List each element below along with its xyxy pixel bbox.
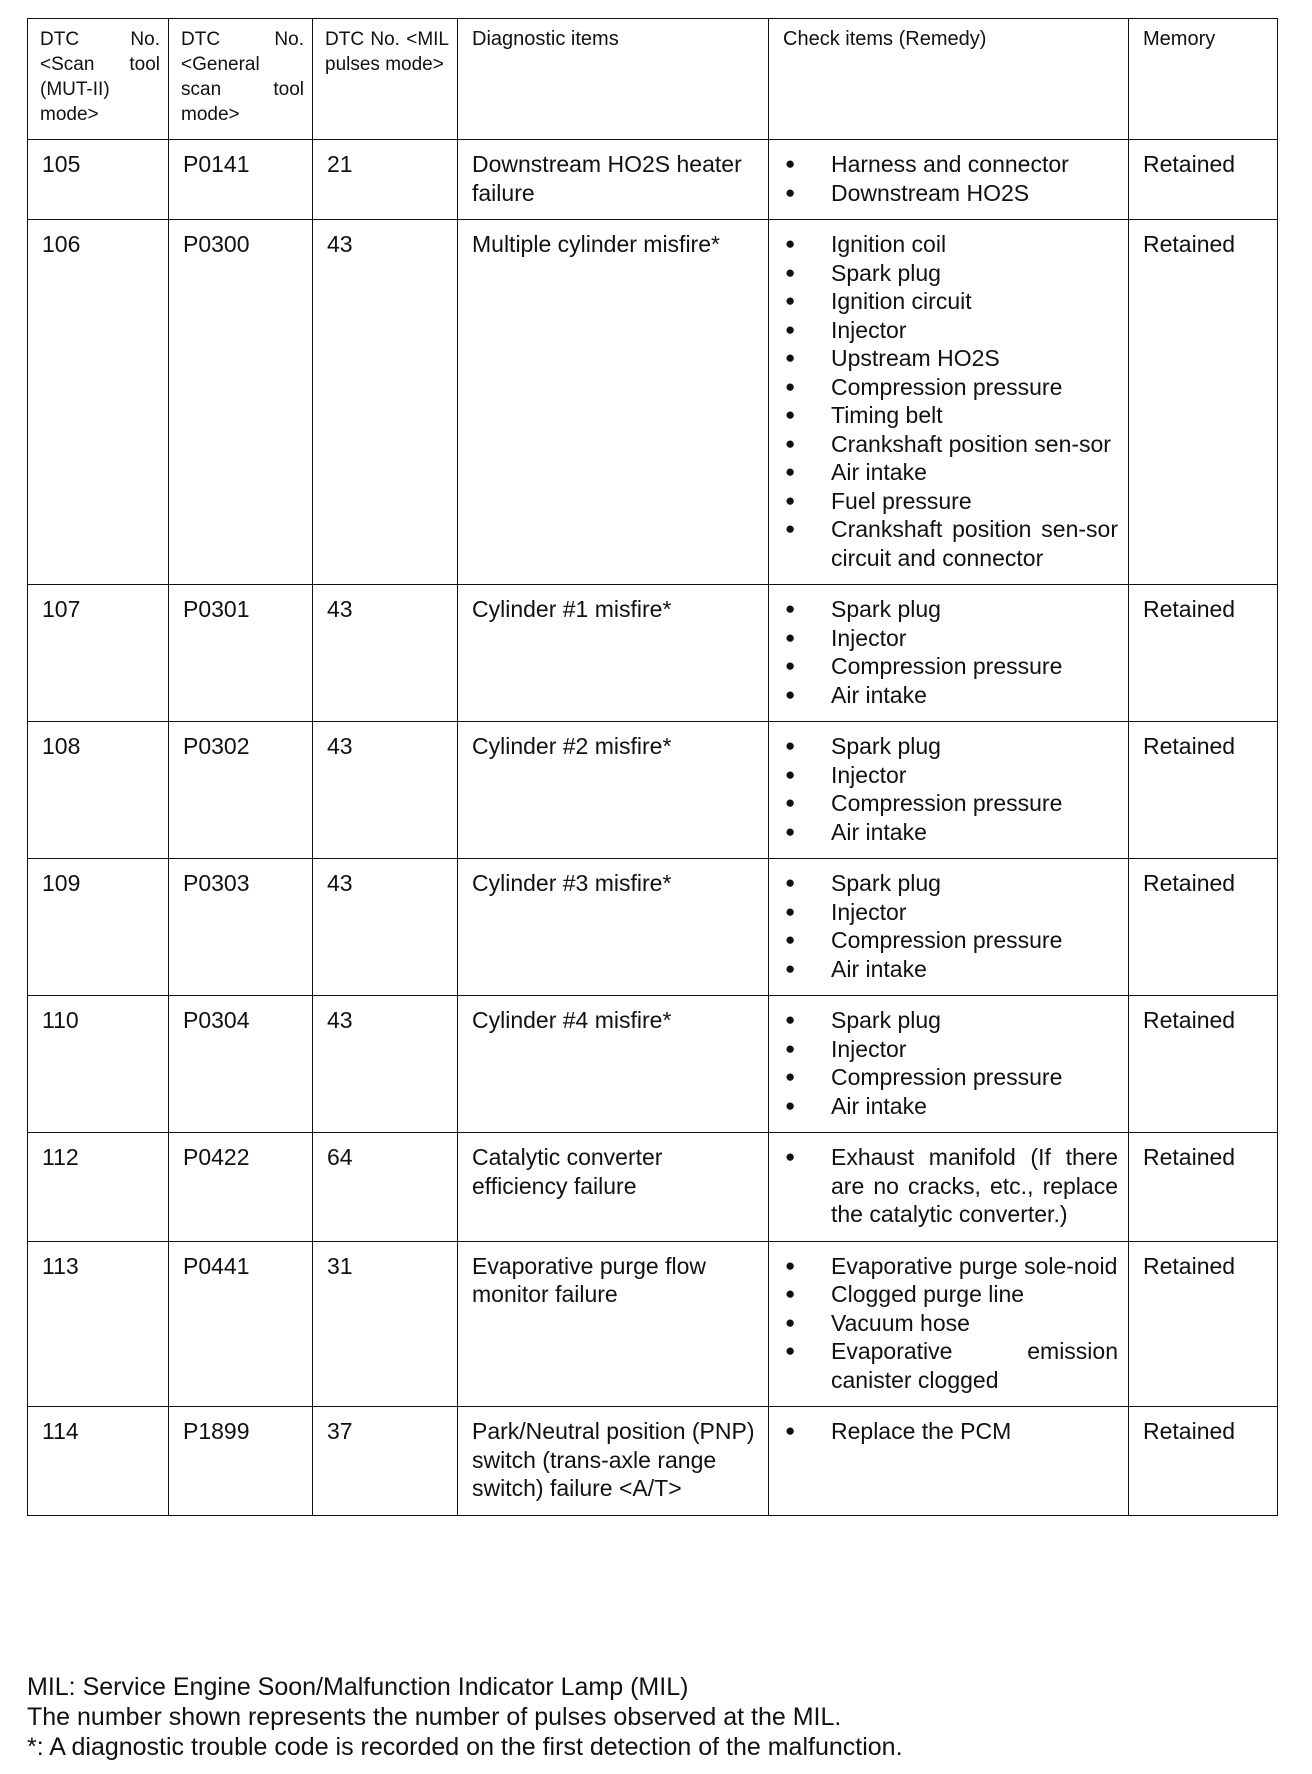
check-item: ● Exhaust manifold (If there are no cracks, etc., replace the catalytic converter.) [781,1143,1118,1229]
check-item: ● Ignition coil [781,230,1118,259]
cell-mil-pulses: 43 [313,722,458,859]
check-item: ● Vacuum hose [781,1309,1118,1338]
check-item: ● Downstream HO2S [781,179,1118,208]
header-mil-pulses-mode: DTC No. <MIL pulses mode> [313,19,458,140]
cell-memory: Retained [1129,585,1278,722]
check-item: ● Crankshaft position sen-sor [781,430,1118,459]
cell-memory: Retained [1129,722,1278,859]
cell-check-items [769,996,1129,1133]
cell-diagnostic-item: Multiple cylinder misfire* [458,220,769,585]
cell-general-scan-code: P1899 [169,1407,313,1516]
footnote-asterisk: *: A diagnostic trouble code is recorded on the first detection of the malfunction. [27,1733,903,1761]
cell-general-scan-code: P0141 [169,140,313,220]
cell-check-items [769,585,1129,722]
dtc-table [27,18,1278,1516]
cell-general-scan-code: P0422 [169,1133,313,1242]
table-row [28,722,1278,859]
cell-general-scan-code: P0300 [169,220,313,585]
cell-mil-pulses: 64 [313,1133,458,1242]
cell-scan-tool-code: 105 [28,140,169,220]
cell-scan-tool-code: 112 [28,1133,169,1242]
cell-general-scan-code: P0301 [169,585,313,722]
cell-memory: Retained [1129,859,1278,996]
header-memory: Memory [1129,19,1278,140]
cell-diagnostic-item: Cylinder #1 misfire* [458,585,769,722]
cell-scan-tool-code: 110 [28,996,169,1133]
cell-check-items [769,1241,1129,1407]
check-item-list [781,1143,1118,1229]
cell-mil-pulses: 43 [313,585,458,722]
table-row [28,220,1278,585]
check-item: ● Spark plug [781,1006,1118,1035]
check-item-list [781,230,1118,572]
footnote-pulses: The number shown represents the number of pulses observed at the MIL. [27,1703,842,1731]
cell-scan-tool-code: 109 [28,859,169,996]
check-item: ● Upstream HO2S [781,344,1118,373]
cell-memory: Retained [1129,1241,1278,1407]
header-general-scan-tool-mode: DTC No. <General scan tool mode> [169,19,313,140]
check-item-list [781,732,1118,846]
check-item: ● Air intake [781,681,1118,710]
cell-scan-tool-code: 107 [28,585,169,722]
check-item: ● Spark plug [781,869,1118,898]
cell-general-scan-code: P0302 [169,722,313,859]
table-row [28,1407,1278,1516]
check-item-list [781,1006,1118,1120]
cell-memory: Retained [1129,220,1278,585]
cell-mil-pulses: 43 [313,859,458,996]
footnote-mil: MIL: Service Engine Soon/Malfunction Indicator Lamp (MIL) [27,1673,689,1701]
check-item: ● Harness and connector [781,150,1118,179]
header-check-items: Check items (Remedy) [769,19,1129,140]
check-item: ● Compression pressure [781,1063,1118,1092]
check-item-list [781,595,1118,709]
check-item: ● Compression pressure [781,652,1118,681]
check-item: ● Compression pressure [781,373,1118,402]
check-item: ● Air intake [781,458,1118,487]
cell-check-items [769,859,1129,996]
check-item: ● Timing belt [781,401,1118,430]
cell-check-items [769,722,1129,859]
check-item: ● Ignition circuit [781,287,1118,316]
cell-diagnostic-item: Cylinder #2 misfire* [458,722,769,859]
check-item: ● Injector [781,898,1118,927]
header-scan-tool-mode: DTC No. <Scan tool (MUT-II) mode> [28,19,169,140]
cell-check-items [769,1407,1129,1516]
cell-diagnostic-item: Catalytic converter efficiency failure [458,1133,769,1242]
check-item: ● Injector [781,624,1118,653]
check-item-list [781,150,1118,207]
cell-general-scan-code: P0304 [169,996,313,1133]
cell-memory: Retained [1129,140,1278,220]
table-row [28,859,1278,996]
check-item: ● Clogged purge line [781,1280,1118,1309]
cell-check-items [769,140,1129,220]
table-row [28,996,1278,1133]
table-row [28,1241,1278,1407]
cell-mil-pulses: 31 [313,1241,458,1407]
check-item: ● Evaporative emission canister clogged [781,1337,1118,1394]
cell-general-scan-code: P0303 [169,859,313,996]
check-item: ● Injector [781,761,1118,790]
cell-diagnostic-item: Evaporative purge flow monitor failure [458,1241,769,1407]
check-item: ● Air intake [781,955,1118,984]
check-item: ● Compression pressure [781,926,1118,955]
check-item: ● Spark plug [781,732,1118,761]
check-item: ● Crankshaft position sen-sor circuit and connector [781,515,1118,572]
cell-memory: Retained [1129,996,1278,1133]
cell-scan-tool-code: 108 [28,722,169,859]
cell-mil-pulses: 43 [313,220,458,585]
check-item-list [781,869,1118,983]
cell-check-items [769,1133,1129,1242]
check-item: ● Injector [781,316,1118,345]
cell-memory: Retained [1129,1407,1278,1516]
cell-diagnostic-item: Downstream HO2S heater failure [458,140,769,220]
check-item: ● Replace the PCM [781,1417,1118,1446]
header-diagnostic-items: Diagnostic items [458,19,769,140]
check-item-list [781,1252,1118,1395]
table-row [28,585,1278,722]
header-row [28,19,1278,140]
check-item: ● Evaporative purge sole-noid [781,1252,1118,1281]
cell-general-scan-code: P0441 [169,1241,313,1407]
footnotes [27,1672,1287,1762]
cell-mil-pulses: 37 [313,1407,458,1516]
table-row [28,1133,1278,1242]
check-item: ● Compression pressure [781,789,1118,818]
cell-scan-tool-code: 113 [28,1241,169,1407]
cell-mil-pulses: 21 [313,140,458,220]
cell-scan-tool-code: 114 [28,1407,169,1516]
cell-scan-tool-code: 106 [28,220,169,585]
cell-mil-pulses: 43 [313,996,458,1133]
check-item: ● Spark plug [781,259,1118,288]
cell-diagnostic-item: Cylinder #3 misfire* [458,859,769,996]
cell-diagnostic-item: Cylinder #4 misfire* [458,996,769,1133]
cell-check-items [769,220,1129,585]
cell-diagnostic-item: Park/Neutral position (PNP) switch (trans-axle range switch) failure <A/T> [458,1407,769,1516]
check-item: ● Spark plug [781,595,1118,624]
check-item: ● Injector [781,1035,1118,1064]
check-item: ● Air intake [781,818,1118,847]
table-row [28,140,1278,220]
check-item: ● Fuel pressure [781,487,1118,516]
check-item: ● Air intake [781,1092,1118,1121]
cell-memory: Retained [1129,1133,1278,1242]
check-item-list [781,1417,1118,1446]
